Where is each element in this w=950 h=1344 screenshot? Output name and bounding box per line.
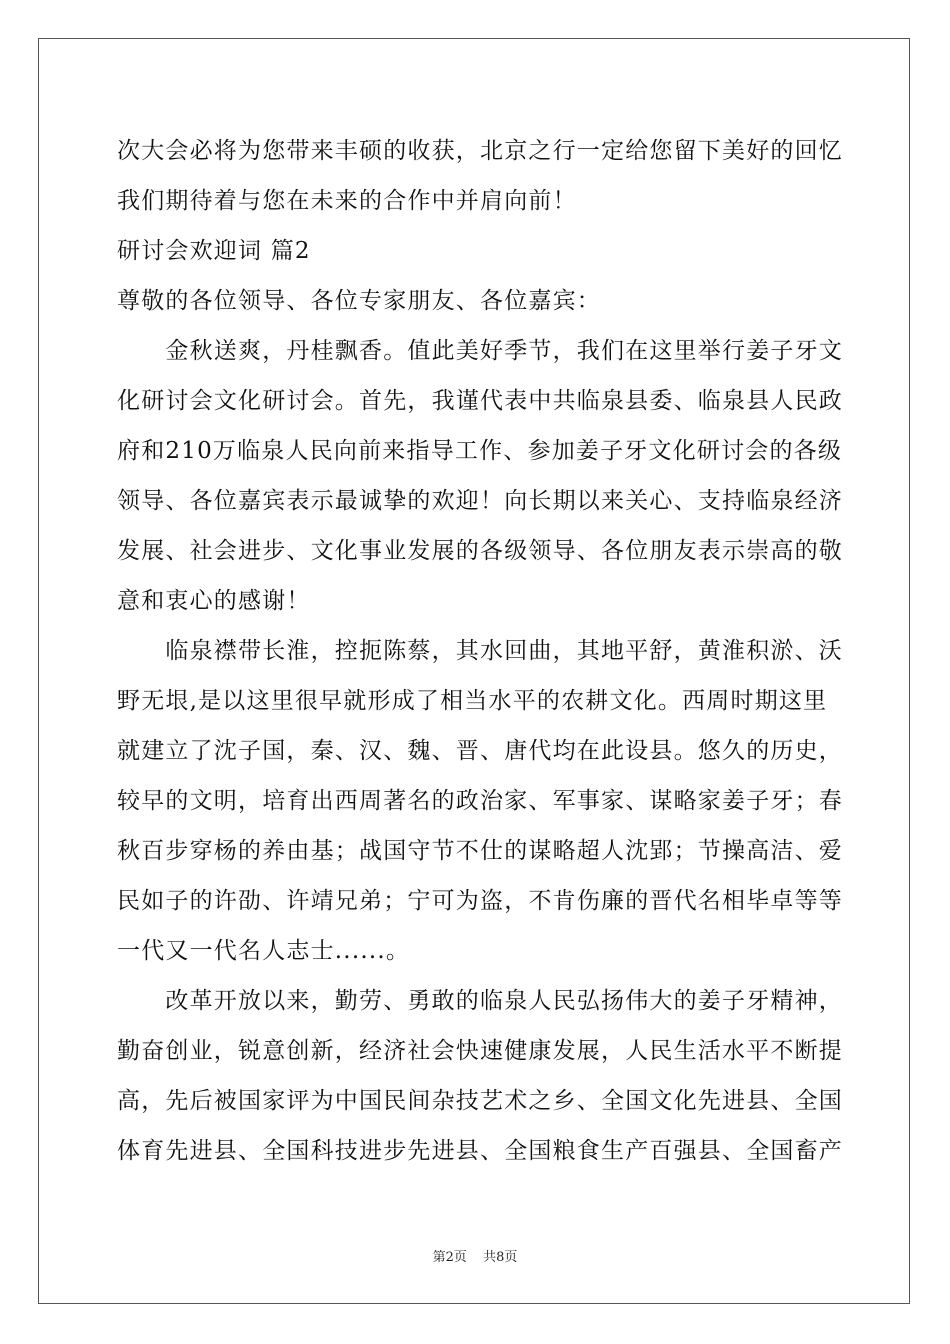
text-line: 体育先进县、全国科技进步先进县、全国粮食生产百强县、全国畜产 [117,1138,843,1164]
page-number: 第2页 [432,1250,467,1265]
text-line: 领导、各位嘉宾表示最诚挚的欢迎！向长期以来关心、支持临泉经济 [117,488,843,514]
page-total: 共8页 [483,1250,518,1265]
text-line: 意和衷心的感谢！ [117,588,311,614]
text-line: 化研讨会文化研讨会。首先，我谨代表中共临泉县委、临泉县人民政 [117,388,843,414]
text-line: 秋百步穿杨的养由基；战国守节不仕的谋略超人沈郢；节操高洁、爱 [117,838,843,864]
text-line: 改革开放以来，勤劳、勇敢的临泉人民弘扬伟大的姜子牙精神， [117,988,843,1014]
text-line: 府和210万临泉人民向前来指导工作、参加姜子牙文化研讨会的各级 [117,438,843,464]
text-line: 次大会必将为您带来丰硕的收获，北京之行一定给您留下美好的回忆 [117,138,843,164]
text-line: 临泉襟带长淮，控扼陈蔡，其水回曲，其地平舒，黄淮积淤、沃 [117,638,843,664]
text-line: 就建立了沈子国，秦、汉、魏、晋、唐代均在此设县。悠久的历史， [117,738,843,764]
section-heading: 研讨会欢迎词 篇2 [117,238,311,264]
salutation: 尊敬的各位领导、各位专家朋友、各位嘉宾： [117,288,601,314]
text-line: 民如子的许劭、许靖兄弟；宁可为盗，不肯伤廉的晋代名相毕卓等等 [117,888,843,914]
text-line: 勤奋创业，锐意创新，经济社会快速健康发展，人民生活水平不断提 [117,1038,843,1064]
text-line: 野无垠,是以这里很早就形成了相当水平的农耕文化。西周时期这里 [117,688,828,714]
text-line: 我们期待着与您在未来的合作中并肩向前！ [117,188,577,214]
text-line: 发展、社会进步、文化事业发展的各级领导、各位朋友表示崇高的敬 [117,538,843,564]
text-line: 一代又一代名人志士......。 [117,938,411,964]
text-line: 较早的文明，培育出西周著名的政治家、军事家、谋略家姜子牙；春 [117,788,843,814]
text-line: 高，先后被国家评为中国民间杂技艺术之乡、全国文化先进县、全国 [117,1088,843,1114]
document-body [117,126,843,1176]
page-footer [0,1246,950,1265]
text-line: 金秋送爽，丹桂飘香。值此美好季节，我们在这里举行姜子牙文 [117,338,843,364]
